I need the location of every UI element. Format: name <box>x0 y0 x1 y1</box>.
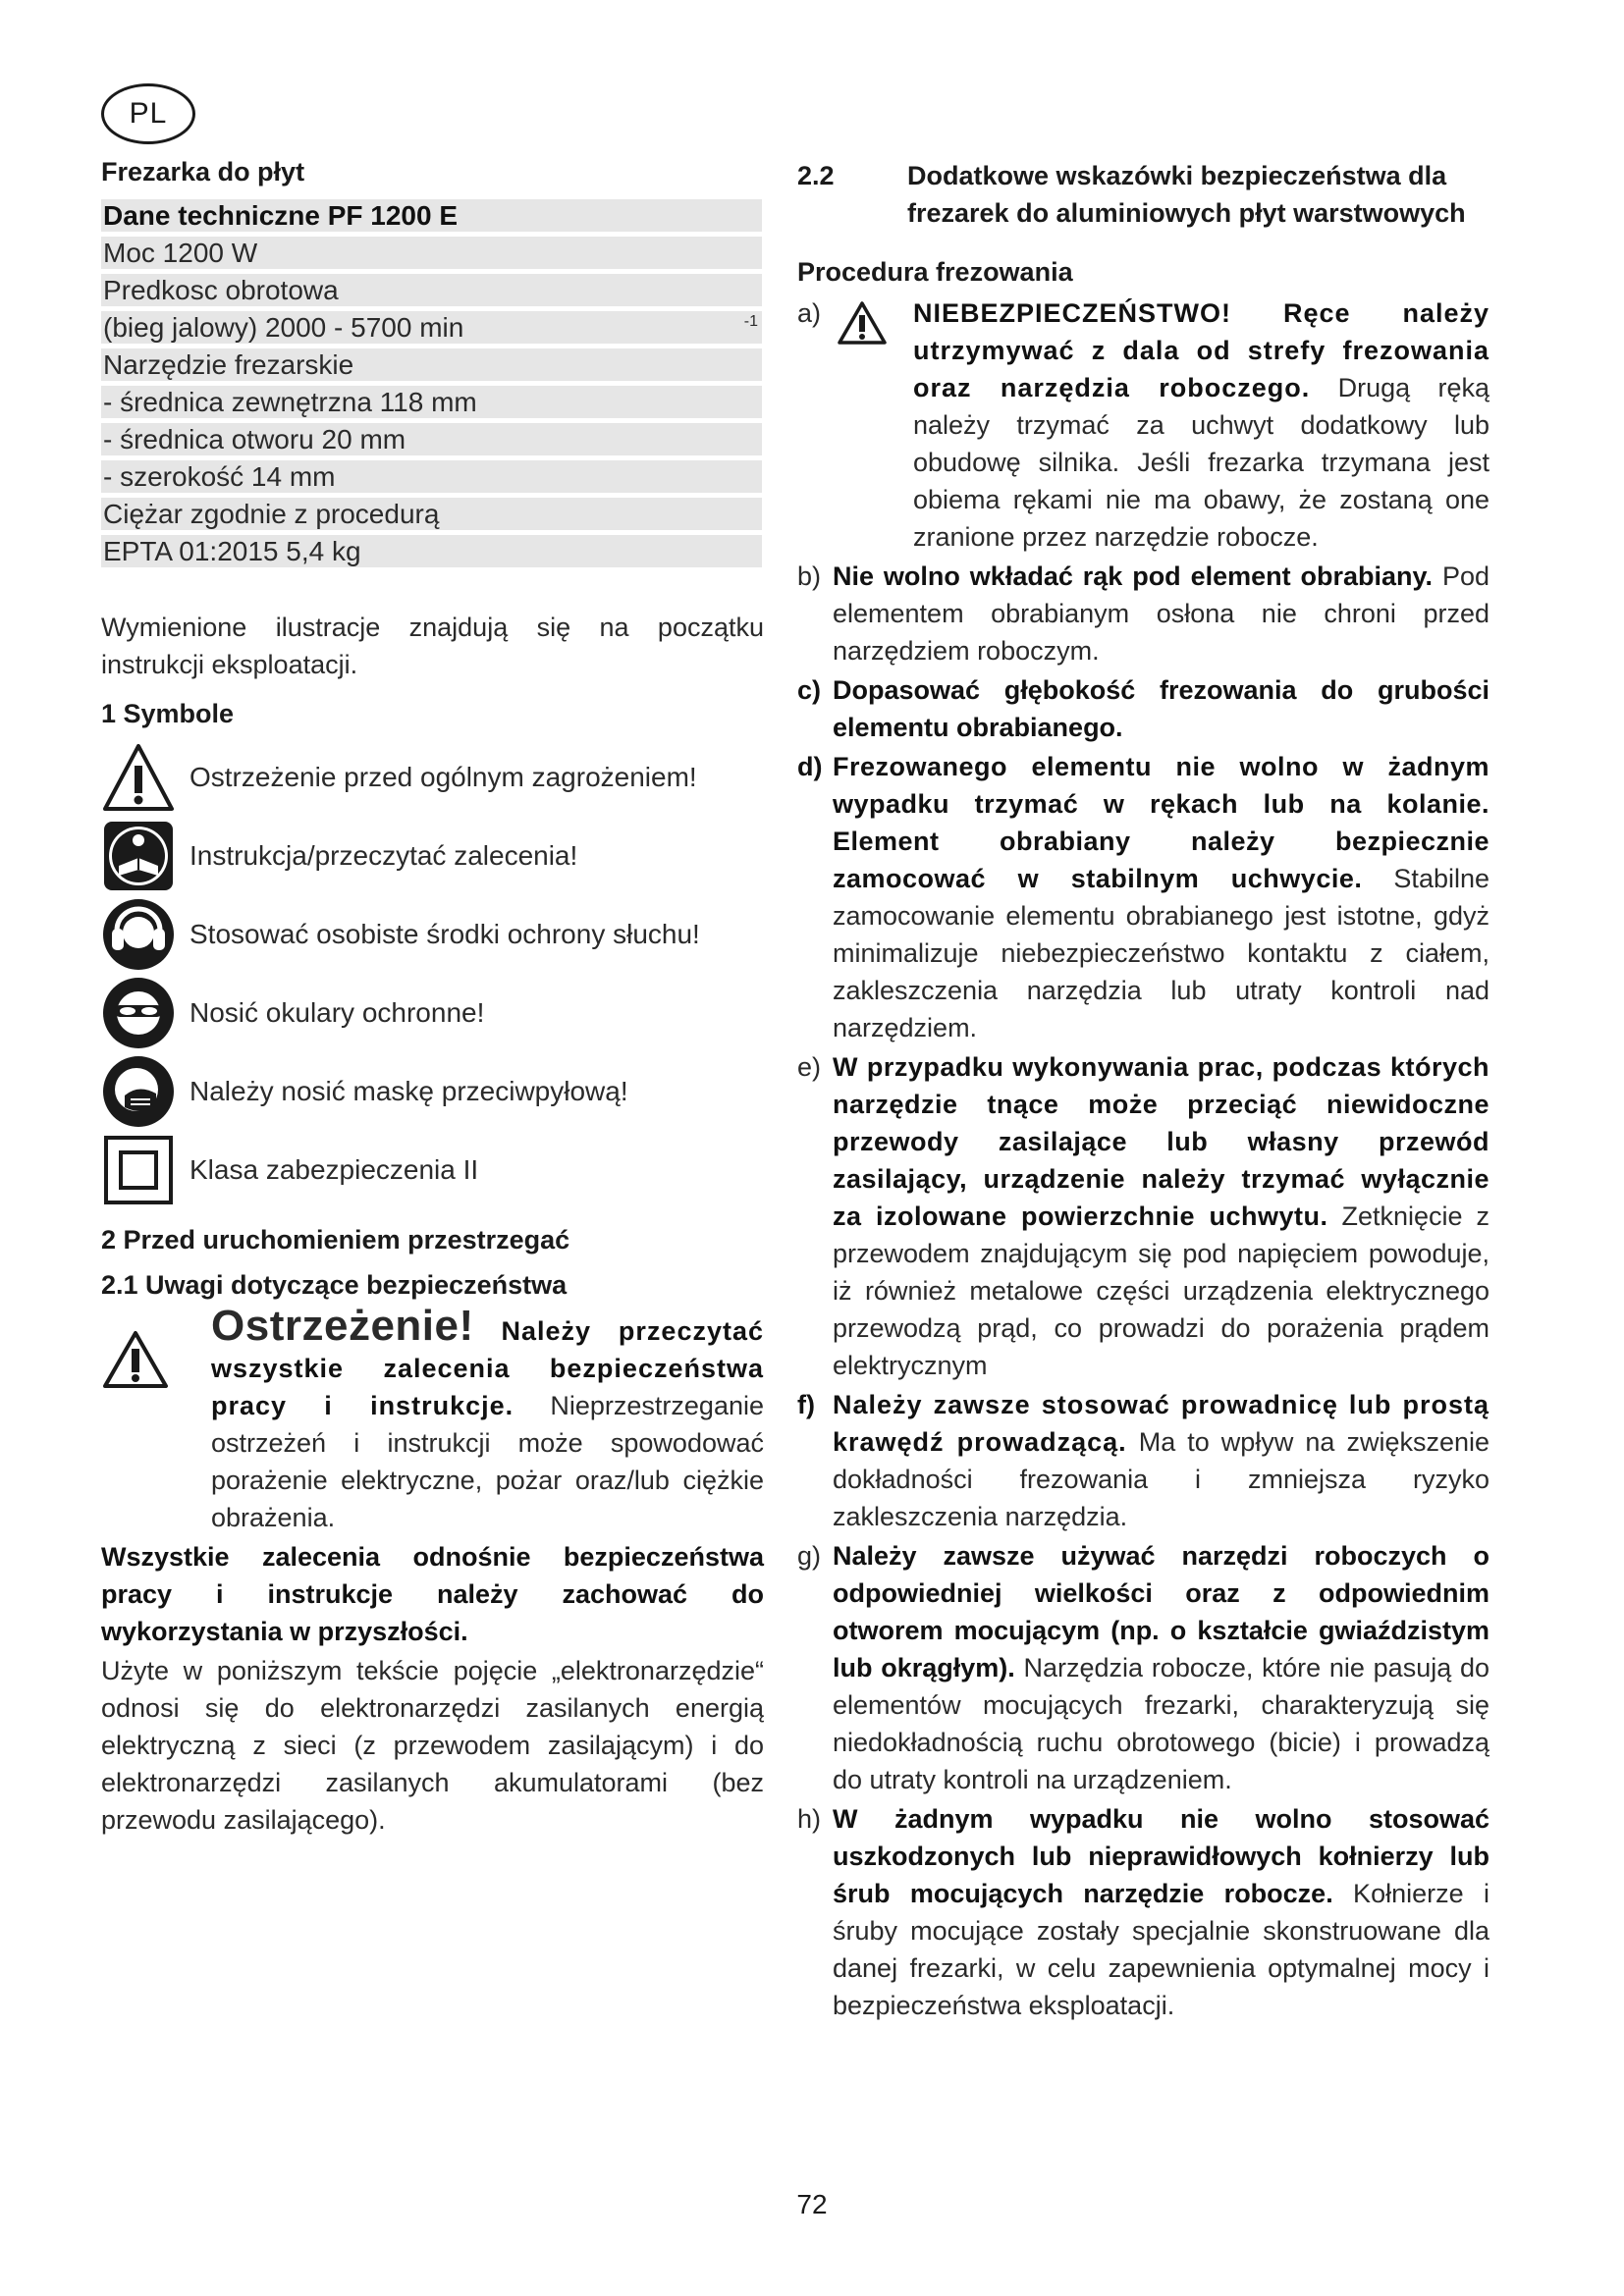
tech-data-header: Dane techniczne PF 1200 E <box>101 199 762 232</box>
symbol-text: Stosować osobiste środki ochrony słuchu! <box>189 919 700 949</box>
warning-triangle-icon <box>101 740 176 815</box>
warning-triangle-icon <box>837 300 888 346</box>
item-label: e) <box>797 1052 822 1082</box>
item-body-text: Stabilne zamocowanie elementu obrabianego jest istotne, gdyż minimalizuje niebezpieczeństwo kontaktu z ciałem, zakleszczenia narzędzia lub utraty kontroli nad narzędziem. <box>833 864 1489 1042</box>
tech-row: Predkosc obrotowa <box>101 274 762 306</box>
list-item <box>797 1537 1489 1798</box>
list-item <box>797 294 1489 556</box>
rpm-value: (bieg jalowy) 2000 - 5700 min <box>103 312 464 343</box>
item-bold-text: Należy zawsze używać narzędzi roboczych o odpowiedniej wielkości oraz z odpowiednim otworem mocującym (np. o kształcie gwiaździstym lub okrągłym). <box>833 1541 1489 1682</box>
item-label: h) <box>797 1804 822 1834</box>
tech-data-table <box>101 199 762 567</box>
eye-protection-icon <box>101 976 176 1050</box>
symbol-item <box>101 895 764 974</box>
list-item <box>797 1800 1489 2024</box>
section-2-heading: 2 Przed uruchomieniem przestrzegać <box>101 1225 570 1255</box>
term-explanation: Użyte w poniższym tekście pojęcie „elektronarzędzie“ odnosi się do elektronarzędzi zasilanych energią elektryczną z sieci (z przewodem zasilającym) i do elektronarzędzi zasilanych akumulatorami (bez przewodu zasilającego). <box>101 1656 764 1835</box>
warning-bold-text: Należy przeczytać wszystkie zalecenia bezpieczeństwa pracy i instrukcje. <box>211 1316 764 1420</box>
symbol-text: Klasa zabezpieczenia II <box>189 1154 479 1185</box>
item-a-lead <box>833 294 1489 556</box>
tech-row: - szerokość 14 mm <box>101 460 762 493</box>
warning-label: Ostrzeżenie! <box>211 1302 474 1350</box>
page-number: 72 <box>796 2189 828 2219</box>
symbols-list <box>101 738 764 1209</box>
illustrations-note: Wymienione ilustracje znajdują się na początku instrukcji eksploatacji. <box>101 613 764 679</box>
section-2-2-title: Dodatkowe wskazówki bezpieczeństwa dla frezarek do aluminiowych płyt warstwowych <box>907 161 1466 228</box>
list-item <box>797 558 1489 669</box>
item-label: b) <box>797 561 822 591</box>
section-2-2-number: 2.2 <box>797 161 835 190</box>
tech-row: EPTA 01:2015 5,4 kg <box>101 535 762 567</box>
item-body-text: Pod elementem obrabianym osłona nie chroni przed narzędziem roboczym. <box>833 561 1490 666</box>
item-bold-text: Należy zawsze stosować prowadnicę lub prostą krawędź prowadzącą. <box>833 1390 1489 1457</box>
language-badge: PL <box>101 83 195 144</box>
dust-mask-icon <box>101 1054 176 1129</box>
item-body-text: Zetknięcie z przewodem znajdującym się pod napięciem powoduje, iż również metalowe części urządzenia elektrycznego przewodzą prąd, co prowadzi do porażenia prądem elektrycznym <box>833 1201 1490 1380</box>
general-warning <box>101 1302 764 1536</box>
symbol-text: Instrukcja/przeczytać zalecenia! <box>189 840 578 871</box>
symbol-text: Ostrzeżenie przed ogólnym zagrożeniem! <box>189 762 697 792</box>
warning-triangle-icon <box>101 1329 170 1390</box>
item-body-text: Drugą ręką należy trzymać za uchwyt dodatkowy lub obudowę silnika. Jeśli frezarka trzymana jest obiema rękami nie ma obawy, że zostaną one zranione przez narzędzie robocze. <box>913 373 1489 552</box>
list-item <box>797 671 1489 746</box>
tech-row-rpm <box>101 311 762 344</box>
item-label: c) <box>797 675 822 705</box>
procedure-heading: Procedura frezowania <box>797 257 1073 287</box>
item-bold-text: NIEBEZPIECZEŃSTWO! Ręce należy utrzymywać z dala od strefy frezowania oraz narzędzia roboczego. <box>913 298 1489 402</box>
tech-row: Moc 1200 W <box>101 237 762 269</box>
read-manual-icon <box>101 819 176 893</box>
item-bold-text: Nie wolno wkładać rąk pod element obrabiany. <box>833 561 1434 591</box>
tech-row: - średnica zewnętrzna 118 mm <box>101 386 762 418</box>
symbol-item <box>101 738 764 817</box>
keep-instructions-note: Wszystkie zalecenia odnośnie bezpieczeństwa pracy i instrukcje należy zachować do wykorzystania w przyszłości. <box>101 1542 764 1646</box>
item-body-text: Kołnierze i śruby mocujące zostały specjalnie skonstruowane dla danej frezarki, w celu zapewnienia optymalnej mocy i bezpieczeństwa eksploatacji. <box>833 1879 1489 2020</box>
item-label: g) <box>797 1541 822 1571</box>
symbols-heading: 1 Symbole <box>101 699 235 728</box>
product-title: Frezarka do płyt <box>101 157 305 187</box>
list-item <box>797 1048 1489 1384</box>
symbol-item <box>101 974 764 1052</box>
item-label: a) <box>797 298 822 328</box>
warning-body-text: Nieprzestrzeganie ostrzeżeń i instrukcji może spowodować porażenie elektryczne, pożar oraz/lub ciężkie obrażenia. <box>211 1391 764 1532</box>
warning-paragraph <box>211 1302 764 1536</box>
left-column <box>101 157 764 1839</box>
symbol-text: Nosić okulary ochronne! <box>189 997 485 1028</box>
ear-protection-icon <box>101 897 176 972</box>
symbol-item <box>101 817 764 895</box>
tech-row: Ciężar zgodnie z procedurą <box>101 498 762 530</box>
item-bold-text: W przypadku wykonywania prac, podczas których narzędzie tnące może przeciąć niewidoczne przewody zasilające lub własny przewód zasilający, urządzenie należy trzymać wyłącznie za izolowane powierzchnie uchwytu. <box>833 1052 1489 1231</box>
list-item <box>797 1386 1489 1535</box>
item-label: d) <box>797 752 823 781</box>
protection-class-ii-icon <box>101 1133 176 1207</box>
symbol-item <box>101 1052 764 1131</box>
section-2-2-heading <box>797 157 1489 232</box>
symbol-item <box>101 1131 764 1209</box>
item-label: f) <box>797 1390 815 1419</box>
list-item <box>797 748 1489 1046</box>
tech-row: - średnica otworu 20 mm <box>101 423 762 455</box>
right-column <box>797 157 1489 2024</box>
item-body-text: Ma to wpływ na zwiększenie dokładności frezowania i zmniejsza ryzyko zakleszczenia narzędzia. <box>833 1427 1490 1531</box>
safety-items-list <box>797 294 1489 2024</box>
section-2-1-heading: 2.1 Uwagi dotyczące bezpieczeństwa <box>101 1270 568 1300</box>
rpm-unit-exponent: -1 <box>743 313 758 330</box>
symbol-text: Należy nosić maskę przeciwpyłową! <box>189 1076 628 1106</box>
item-bold-text: W żadnym wypadku nie wolno stosować uszkodzonych lub nieprawidłowych kołnierzy lub śrub mocujących narzędzie robocze. <box>833 1804 1489 1908</box>
item-body-text: Narzędzia robocze, które nie pasują do elementów mocujących frezarki, charakteryzują się niedokładnością ruchu obrotowego (bicie) i prowadzą do utraty kontroli na urządzeniem. <box>833 1653 1489 1794</box>
item-bold-text: Dopasować głębokość frezowania do grubości elementu obrabianego. <box>833 675 1489 742</box>
item-bold-text: Frezowanego elementu nie wolno w żadnym wypadku trzymać w rękach lub na kolanie. Element obrabiany należy bezpiecznie zamocować w stabilnym uchwycie. <box>833 752 1489 893</box>
tech-row: Narzędzie frezarskie <box>101 348 762 381</box>
